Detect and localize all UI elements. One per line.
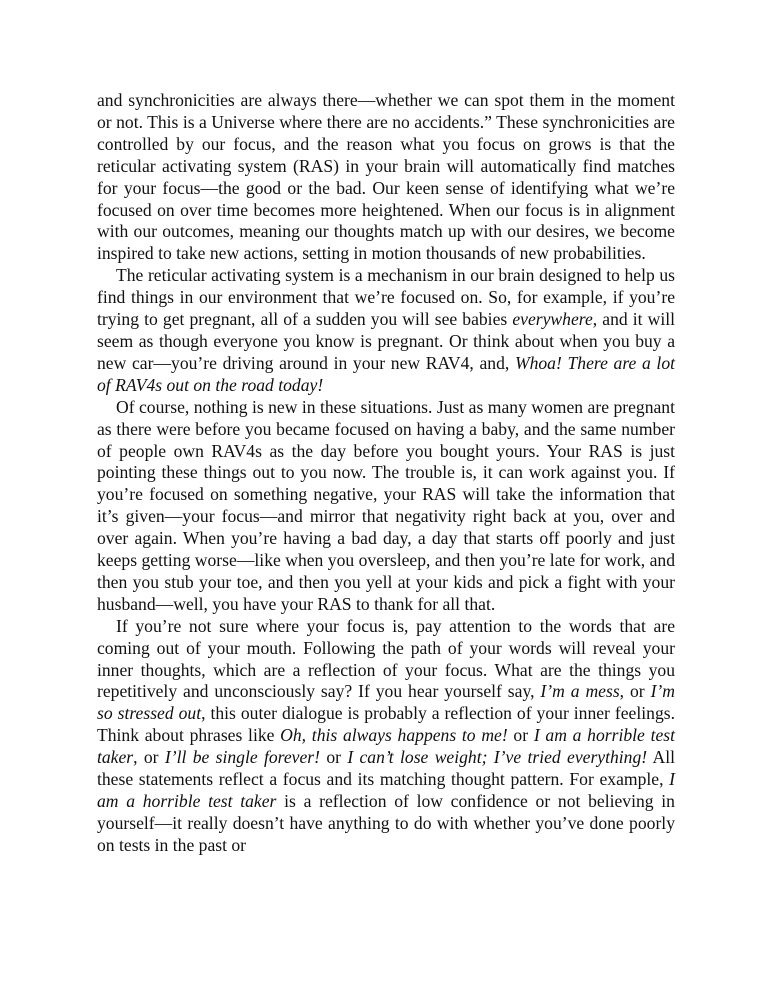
- paragraph-text: The reticular activating system is a mechanism in our brain designed to help us find things in our environment that we’re focused on. So, for example, if you’re trying to get pregnant, all of a sudden you will see babies: [97, 265, 675, 330]
- paragraph-text: or: [320, 747, 348, 768]
- italic-text: I can’t lose weight; I’ve tried everything!: [347, 747, 648, 768]
- italic-text: Whoa! There are a lot of RAV4s out on the road today!: [97, 352, 675, 395]
- italic-text: I am a horrible test taker: [97, 769, 675, 811]
- paragraph-text: If you’re not sure where your focus is, pay attention to the words that are coming out of your mouth. Following the path of your words will reveal your inner thoughts, which are a reflection of your focus. What are the things you repetitively and unconsciously say? If you hear yourself say,: [97, 615, 675, 702]
- paragraph-text: All these statements reflect a focus and its matching thought pattern. For example,: [97, 747, 675, 790]
- paragraph: [97, 397, 675, 616]
- paragraph-text: is a reflection of low confidence or not believing in yourself—it really doesn’t have anything to do with whether you’ve done poorly on tests in the past or: [97, 791, 675, 855]
- paragraph-text: Of course, nothing is new in these situations. Just as many women are pregnant as there were before you became focused on having a baby, and the same number of people own RAV4s as the day before you bought yours. Your RAS is just pointing these things out to you now. The trouble is, it can work against you. If you’re focused on something negative, your RAS will take the information that it’s given—your focus—and mirror that negativity right back at you, over and over again. When you’re having a bad day, a day that starts off poorly and just keeps getting worse—like when you oversleep, and then you’re late for work, and then you stub your toe, and then you yell at your kids and pick a fight with your husband—well, you have your RAS to thank for all that.: [97, 396, 675, 614]
- paragraph-text: and synchronicities are always there—whether we can spot them in the moment or not. This is a Universe where there are no accidents.” These synchronicities are controlled by our focus, and the reason what you focus on grows is that the reticular activating system (RAS) in your brain will automatically find matches for your focus—the good or the bad. Our keen sense of identifying what we’re focused on over time becomes more heightened. When our focus is in alignment with our outcomes, meaning our thoughts match up with our desires, we become inspired to take new actions, setting in motion thousands of new probabilities.: [97, 90, 675, 264]
- italic-text: I’m a mess: [540, 681, 620, 702]
- paragraph-text: , this outer dialogue is probably a reflection of your inner feelings. Think about phrases like: [97, 703, 675, 746]
- italic-text: everywhere: [512, 309, 593, 330]
- italic-text: Oh, this always happens to me!: [280, 725, 508, 746]
- paragraph-text: , and it will seem as though everyone you know is pregnant. Or think about when you buy a new car—you’re driving around in your new RAV4, and,: [97, 309, 675, 373]
- book-page: [97, 90, 675, 857]
- paragraph: [97, 265, 675, 396]
- italic-text: I’ll be single forever!: [164, 747, 320, 768]
- paragraph-text: , or: [133, 747, 165, 768]
- paragraph: [97, 616, 675, 857]
- italic-text: I am a horrible test taker: [97, 725, 675, 768]
- italic-text: I’m so stressed out: [97, 681, 675, 724]
- paragraph-text: , or: [619, 681, 651, 702]
- paragraph: [97, 90, 675, 265]
- paragraph-text: or: [507, 725, 534, 746]
